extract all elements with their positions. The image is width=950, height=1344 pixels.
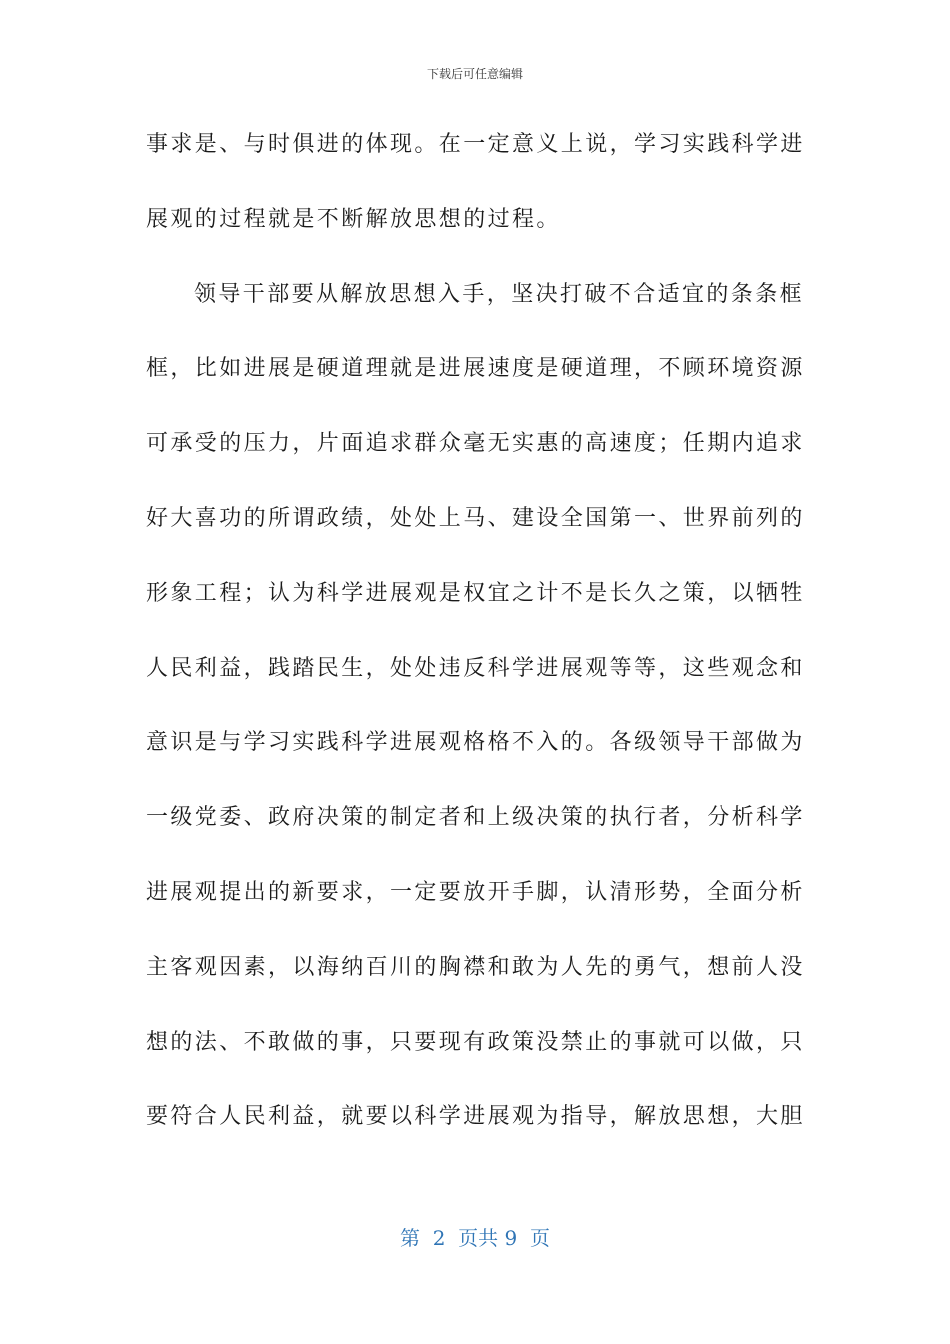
text-line: 框，比如进展是硬道理就是进展速度是硬道理，不顾环境资源 <box>146 356 805 382</box>
text-line: 形象工程；认为科学进展观是权宜之计不是长久之策，以牺牲 <box>146 580 805 606</box>
text-line: 好大喜功的所谓政绩，处处上马、建设全国第一、世界前列的 <box>146 505 805 531</box>
text-line: 事求是、与时俱进的体现。在一定意义上说，学习实践科学进 <box>146 132 805 157</box>
text-line: 要符合人民利益，就要以科学进展观为指导，解放思想，大胆 <box>146 1104 805 1130</box>
text-line: 主客观因素，以海纳百川的胸襟和敢为人先的勇气，想前人没 <box>146 954 805 980</box>
text-line: 一级党委、政府决策的制定者和上级决策的执行者，分析科学 <box>146 805 805 831</box>
text-line: 展观的过程就是不断解放思想的过程。 <box>146 206 561 232</box>
text-line: 人民利益，践踏民生，处处违反科学进展观等等，这些观念和 <box>146 655 805 681</box>
page-header: 下载后可任意编辑 <box>426 67 523 81</box>
document-body <box>146 108 806 1155</box>
text-line: 进展观提出的新要求，一定要放开手脚，认清形势，全面分析 <box>146 879 805 905</box>
paragraph-first-line: 领导干部要从解放思想入手，坚决打破不合适宜的条条框 <box>194 281 805 307</box>
text-line: 想的法、不敢做的事，只要现有政策没禁止的事就可以做，只 <box>146 1029 805 1055</box>
page-number-footer: 第 2 页共 9 页 <box>400 1226 550 1250</box>
text-line: 意识是与学习实践科学进展观格格不入的。各级领导干部做为 <box>146 730 805 756</box>
text-line: 可承受的压力，片面追求群众毫无实惠的高速度；任期内追求 <box>146 431 805 457</box>
